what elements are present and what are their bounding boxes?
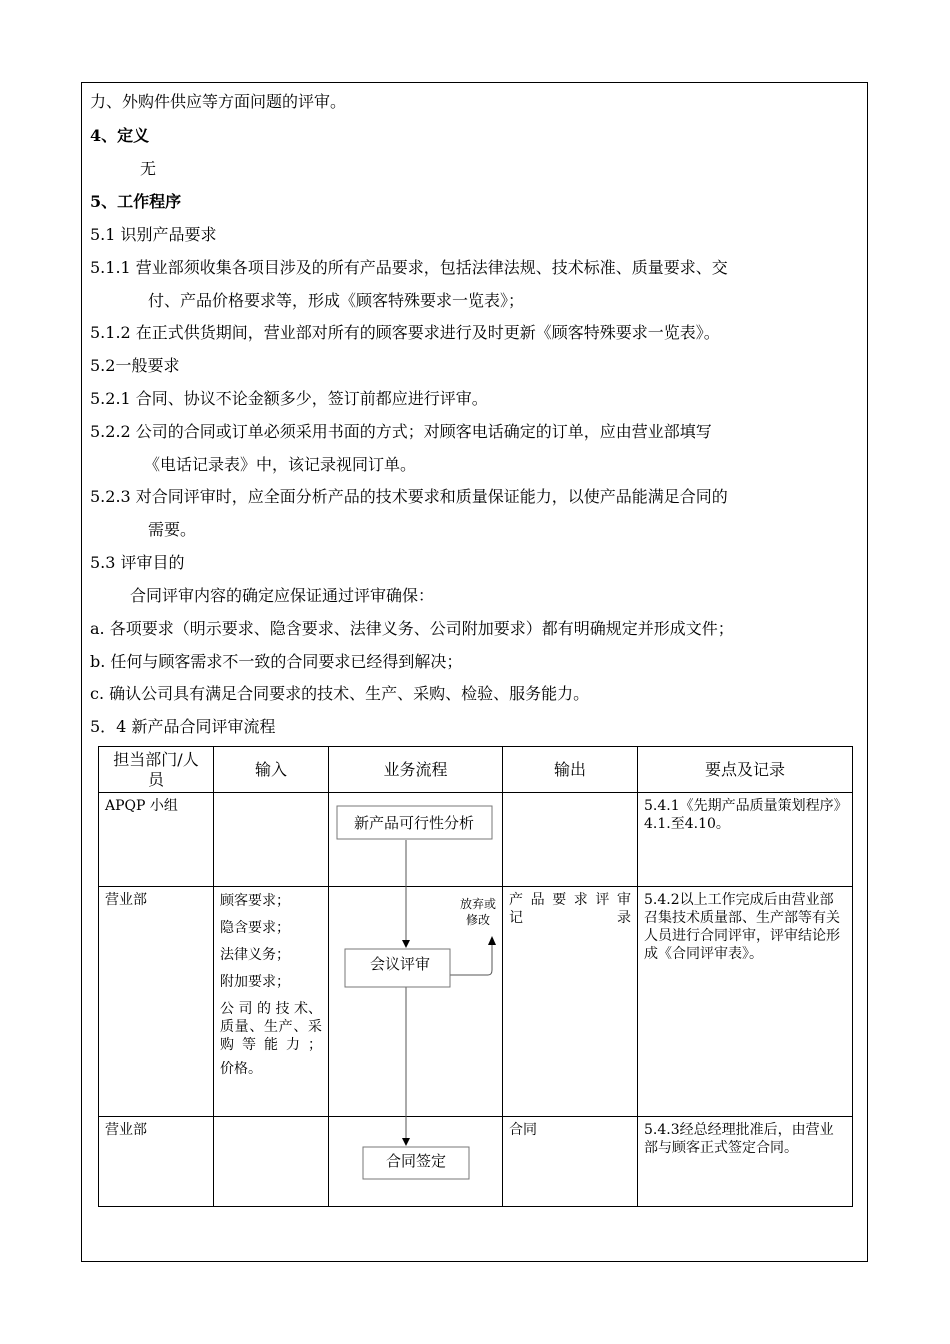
section-5-2-1: 5.2.1 合同、协议不论金额多少，签订前都应进行评审。 xyxy=(90,389,488,408)
header-notes: 要点及记录 xyxy=(638,747,853,793)
section-5-3-intro: 合同评审内容的确定应保证通过评审确保： xyxy=(130,586,435,605)
section-5-2-2-cont: 《电话记录表》中，该记录视同订单。 xyxy=(144,455,417,474)
header-output: 输出 xyxy=(503,747,638,793)
process-label: 新产品可行性分析 xyxy=(353,814,475,832)
definition-none: 无 xyxy=(140,159,157,178)
section-5-1-1-cont: 付、产品价格要求等，形成《顾客特殊要求一览表》； xyxy=(148,291,525,310)
arrow-up-icon xyxy=(488,936,496,945)
row3-dept: 营业部 xyxy=(99,1117,214,1207)
section-5-4: 5．4 新产品合同评审流程 xyxy=(90,717,276,736)
section-5-3: 5.3 评审目的 xyxy=(90,553,185,572)
header-dept: 担当部门/人员 xyxy=(99,747,214,793)
row2-dept: 营业部 xyxy=(99,887,214,1117)
input-item: 法律义务； xyxy=(220,947,290,963)
header-input: 输入 xyxy=(214,747,329,793)
feedback-label: 修改 xyxy=(465,913,490,927)
section-5-heading: 5、工作程序 xyxy=(90,192,182,211)
feedback-loop xyxy=(450,944,492,975)
section-4-heading: 4、定义 xyxy=(90,126,150,145)
arrow-down-icon xyxy=(402,1138,410,1146)
row2-output: 产 品 要 求 评 审 记录 xyxy=(503,887,638,1117)
section-5-2: 5.2一般要求 xyxy=(90,356,180,375)
input-item: 价格。 xyxy=(220,1061,262,1077)
section-5-1: 5.1 识别产品要求 xyxy=(90,225,217,244)
row2-notes: 5.4.2以上工作完成后由营业部召集技术质量部、生产部等有关人员进行合同评审，评审结论形成《合同评审表》。 xyxy=(638,887,853,1117)
item-a: a. 各项要求（明示要求、隐含要求、法律义务、公司附加要求）都有明确规定并形成文件； xyxy=(90,619,734,638)
feedback-label: 放弃或 xyxy=(459,897,496,911)
row3-notes: 5.4.3经总经理批准后，由营业部与顾客正式签定合同。 xyxy=(638,1117,853,1207)
row3-output: 合同 xyxy=(503,1117,638,1207)
header-process: 业务流程 xyxy=(329,747,503,793)
section-5-2-3: 5.2.3 对合同评审时，应全面分析产品的技术要求和质量保证能力，以使产品能满足合同的 xyxy=(90,487,728,506)
section-5-1-1: 5.1.1 营业部须收集各项目涉及的所有产品要求，包括法律法规、技术标准、质量要求、交 xyxy=(90,258,728,277)
process-label: 会议评审 xyxy=(370,955,431,973)
row1-dept: APQP 小组 xyxy=(99,793,214,887)
input-item: 公 司 的 技 术、质量、生产、采购等能力； xyxy=(220,1001,322,1053)
arrow-down-icon xyxy=(402,940,410,948)
item-b: b. 任何与顾客需求不一致的合同要求已经得到解决； xyxy=(90,652,463,671)
section-5-2-2: 5.2.2 公司的合同或订单必须采用书面的方式；对顾客电话确定的订单，应由营业部填写 xyxy=(90,422,712,441)
input-item: 隐含要求； xyxy=(220,920,290,936)
item-c: c. 确认公司具有满足合同要求的技术、生产、采购、检验、服务能力。 xyxy=(90,684,590,703)
row1-notes: 5.4.1《先期产品质量策划程序》4.1.至4.10。 xyxy=(638,793,853,887)
input-item: 附加要求； xyxy=(220,974,290,990)
text-line: 力、外购件供应等方面问题的评审。 xyxy=(90,92,347,111)
input-item: 顾客要求； xyxy=(220,893,290,909)
section-5-2-3-cont: 需要。 xyxy=(148,520,197,539)
process-label: 合同签定 xyxy=(385,1152,447,1170)
section-5-1-2: 5.1.2 在正式供货期间，营业部对所有的顾客要求进行及时更新《顾客特殊要求一览表》。 xyxy=(90,323,720,342)
